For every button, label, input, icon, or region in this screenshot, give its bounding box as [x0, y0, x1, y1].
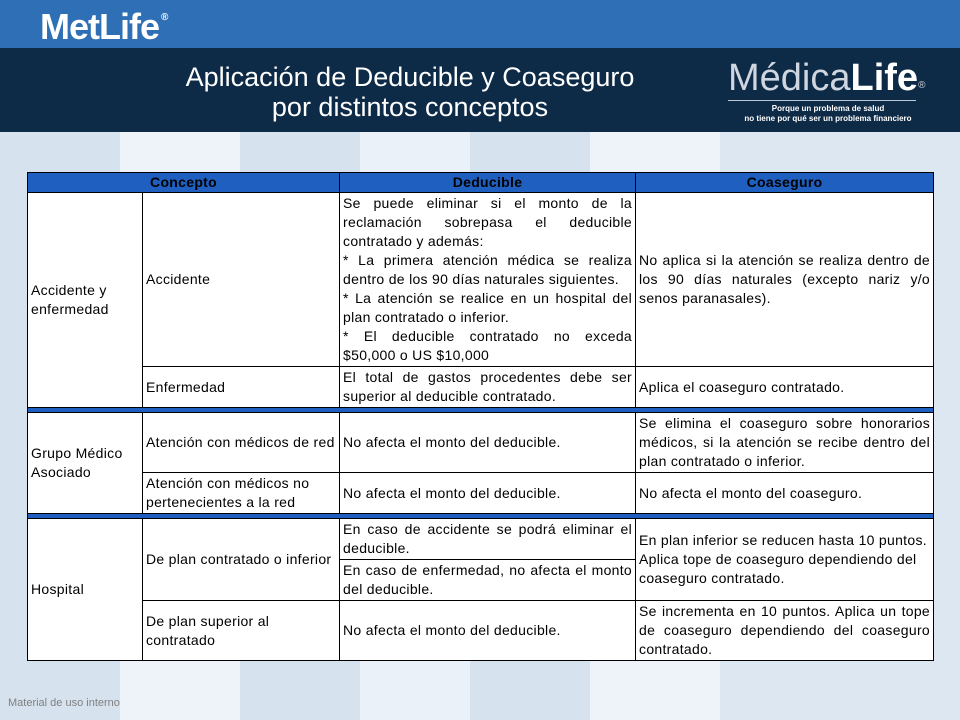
deducible-line: * El deducible contratado no exceda $50,000 o US $10,000: [343, 328, 633, 363]
table-row: [28, 473, 934, 514]
group-accidente-enfermedad: Accidente y enfermedad: [28, 193, 143, 408]
deducible-cell: No afecta el monto del deducible.: [340, 413, 636, 473]
medicalife-wordmark-life: Life: [850, 57, 919, 99]
group-grupo-medico: Grupo Médico Asociado: [28, 413, 143, 514]
table-row: [28, 413, 934, 473]
coaseguro-cell: No afecta el monto del coaseguro.: [636, 473, 934, 514]
coaseguro-cell: No aplica si la atención se realiza dentro de los 90 días naturales (excepto nariz y/o senos paranasales).: [636, 193, 934, 367]
deducible-line: Se puede eliminar si el monto de la reclamación sobrepasa el deducible contratado y además:: [343, 195, 633, 249]
medicalife-divider: [728, 100, 916, 101]
concept-cell: Accidente: [143, 193, 340, 367]
deducible-line: * La atención se realice en un hospital del plan contratado o inferior.: [343, 290, 633, 325]
deducible-cell: [340, 193, 636, 367]
footer-note: Material de uso interno: [8, 697, 120, 709]
table-row: [28, 367, 934, 408]
medicalife-tagline: [728, 104, 928, 124]
table-header-row: [28, 173, 934, 193]
page-title-line-2: por distintos conceptos: [271, 92, 549, 122]
coaseguro-cell: Se incrementa en 10 puntos. Aplica un tope de coaseguro dependiendo del coaseguro contratado.: [636, 601, 934, 661]
medicalife-wordmark: MédicaLife®: [728, 57, 926, 99]
deducible-cell: El total de gastos procedentes debe ser superior al deducible contratado.: [340, 367, 636, 408]
deducible-cell: En caso de enfermedad, no afecta el monto del deducible.: [340, 560, 636, 601]
table-row: [28, 193, 934, 367]
deducible-cell: No afecta el monto del deducible.: [340, 473, 636, 514]
deductible-coinsurance-table: [27, 172, 934, 661]
coaseguro-cell: Se elimina el coaseguro sobre honorarios médicos, si la atención se recibe dentro del plan contratado o inferior.: [636, 413, 934, 473]
medicalife-wordmark-medica: Médica: [728, 57, 851, 99]
deducible-cell: No afecta el monto del deducible.: [340, 601, 636, 661]
medicalife-tagline-line-1: Porque un problema de salud: [771, 104, 885, 113]
header-concepto: Concepto: [28, 173, 340, 193]
medicalife-logo: [724, 56, 946, 128]
header-coaseguro: Coaseguro: [636, 173, 934, 193]
page-title-line-1: Aplicación de Deducible y Coaseguro: [185, 62, 635, 92]
deducible-line: * La primera atención médica se realiza dentro de los 90 días naturales siguientes.: [343, 252, 633, 287]
concept-cell: Atención con médicos no pertenecientes a la red: [143, 473, 340, 514]
coaseguro-cell: Aplica el coaseguro contratado.: [636, 367, 934, 408]
table-row: [28, 601, 934, 661]
metlife-logo-text: MetLife: [40, 6, 159, 47]
header-deducible: Deducible: [340, 173, 636, 193]
concept-cell: Enfermedad: [143, 367, 340, 408]
medicalife-tagline-line-2: no tiene por qué ser un problema financiero: [744, 114, 912, 123]
coaseguro-cell: En plan inferior se reducen hasta 10 puntos. Aplica tope de coaseguro dependiendo del coaseguro contratado.: [636, 519, 934, 601]
concept-cell: De plan contratado o inferior: [143, 519, 340, 601]
concept-cell: Atención con médicos de red: [143, 413, 340, 473]
deducible-cell: En caso de accidente se podrá eliminar el deducible.: [340, 519, 636, 560]
metlife-logo: MetLife ®: [40, 6, 168, 47]
top-banner: [0, 0, 960, 48]
page-title: [100, 62, 720, 122]
group-hospital: Hospital: [28, 519, 143, 661]
table-row: [28, 519, 934, 560]
concept-cell: De plan superior al contratado: [143, 601, 340, 661]
